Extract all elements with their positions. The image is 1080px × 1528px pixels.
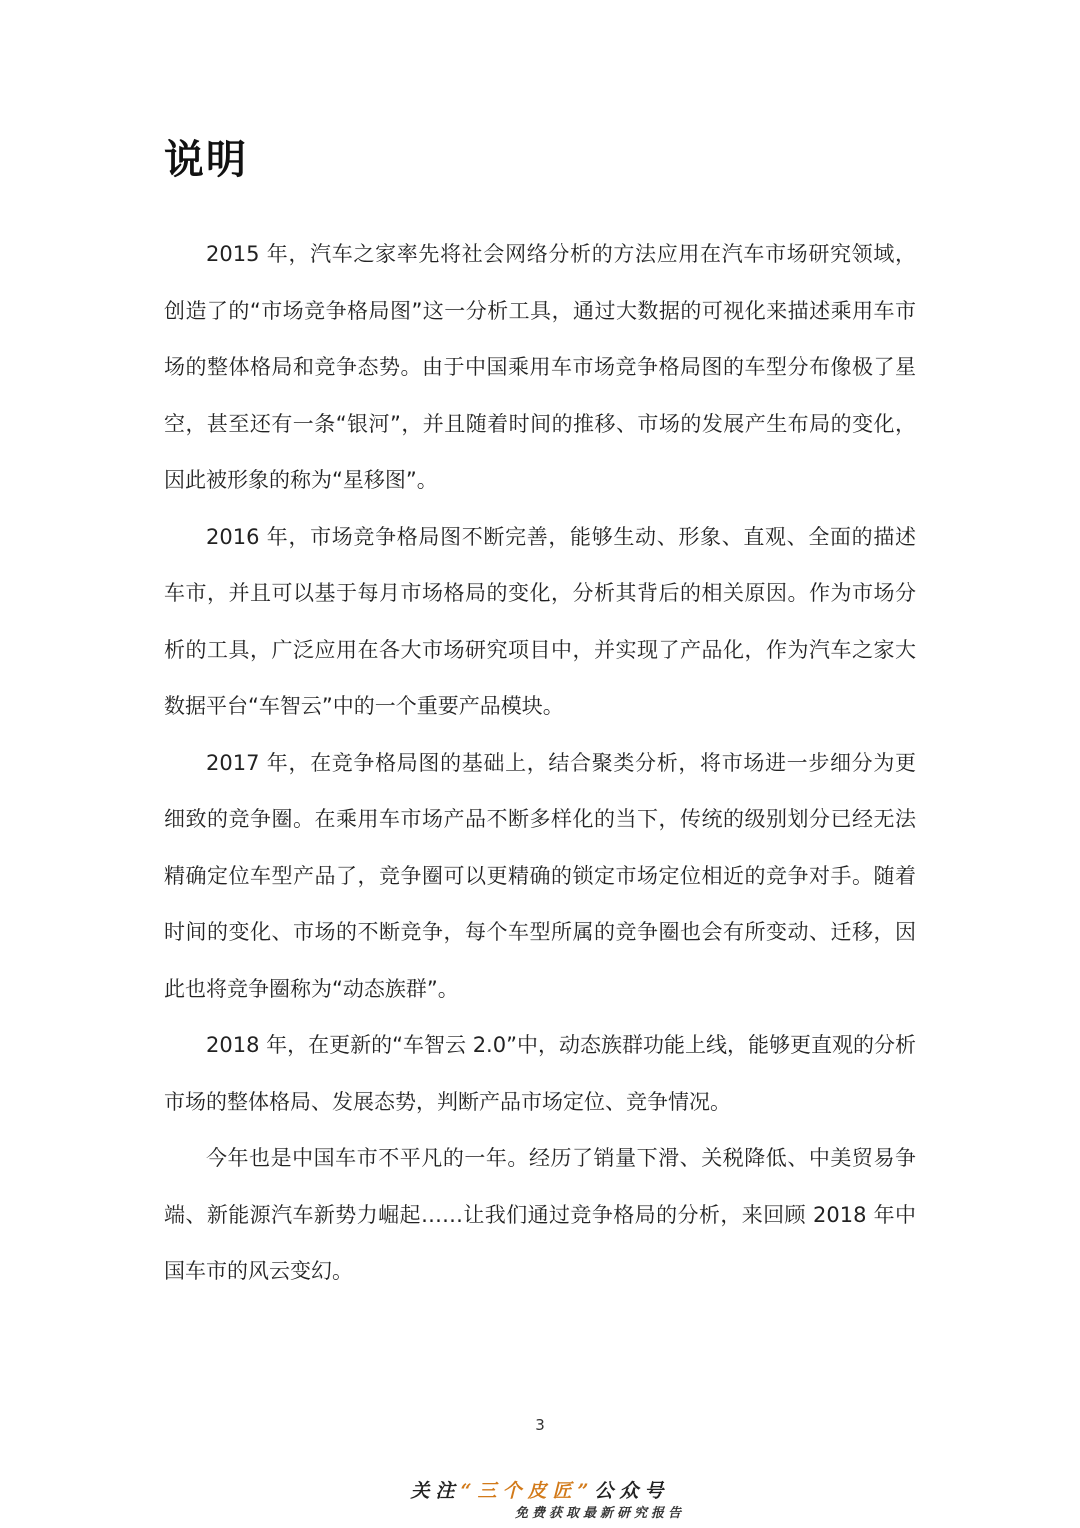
page-title: 说明 xyxy=(164,137,248,183)
body-text xyxy=(164,226,916,1300)
paragraph-2016: 2016 年，市场竞争格局图不断完善，能够生动、形象、直观、全面的描述车市，并且可以基于每月市场格局的变化，分析其背后的相关原因。作为市场分析的工具，广泛应用在各大市场研究项目中，并实现了产品化，作为汽车之家大数据平台“车智云”中的一个重要产品模块。 xyxy=(164,524,916,718)
footer-watermark xyxy=(0,1478,1080,1524)
footer-suffix: 公众号 xyxy=(594,1480,670,1502)
page-number: 3 xyxy=(535,1416,545,1434)
paragraph-this-year: 今年也是中国车市不平凡的一年。经历了销量下滑、关税降低、中美贸易争端、新能源汽车新势力崛起……让我们通过竞争格局的分析，来回顾 2018 年中国车市的风云变幻。 xyxy=(164,1146,916,1283)
paragraph-2018: 2018 年，在更新的“车智云 2.0”中，动态族群功能上线，能够更直观的分析市场的整体格局、发展态势，判断产品市场定位、竞争情况。 xyxy=(164,1033,916,1114)
footer-follow-line xyxy=(0,1478,1080,1504)
paragraph-2015: 2015 年，汽车之家率先将社会网络分析的方法应用在汽车市场研究领域，创造了的“市场竞争格局图”这一分析工具，通过大数据的可视化来描述乘用车市场的整体格局和竞争态势。由于中国乘用车市场竞争格局图的车型分布像极了星空，甚至还有一条“银河”，并且随着时间的推移、市场的发展产生布局的变化，因此被形象的称为“星移图”。 xyxy=(164,242,916,492)
footer-subline: 免费获取最新研究报告 xyxy=(514,1506,685,1521)
footer-account-name: “三个皮匠” xyxy=(460,1480,595,1502)
footer-prefix: 关注 xyxy=(410,1480,461,1502)
paragraph-2017: 2017 年，在竞争格局图的基础上，结合聚类分析，将市场进一步细分为更细致的竞争圈。在乘用车市场产品不断多样化的当下，传统的级别划分已经无法精确定位车型产品了，竞争圈可以更精确的锁定市场定位相近的竞争对手。随着时间的变化、市场的不断竞争，每个车型所属的竞争圈也会有所变动、迁移，因此也将竞争圈称为“动态族群”。 xyxy=(164,750,916,1001)
